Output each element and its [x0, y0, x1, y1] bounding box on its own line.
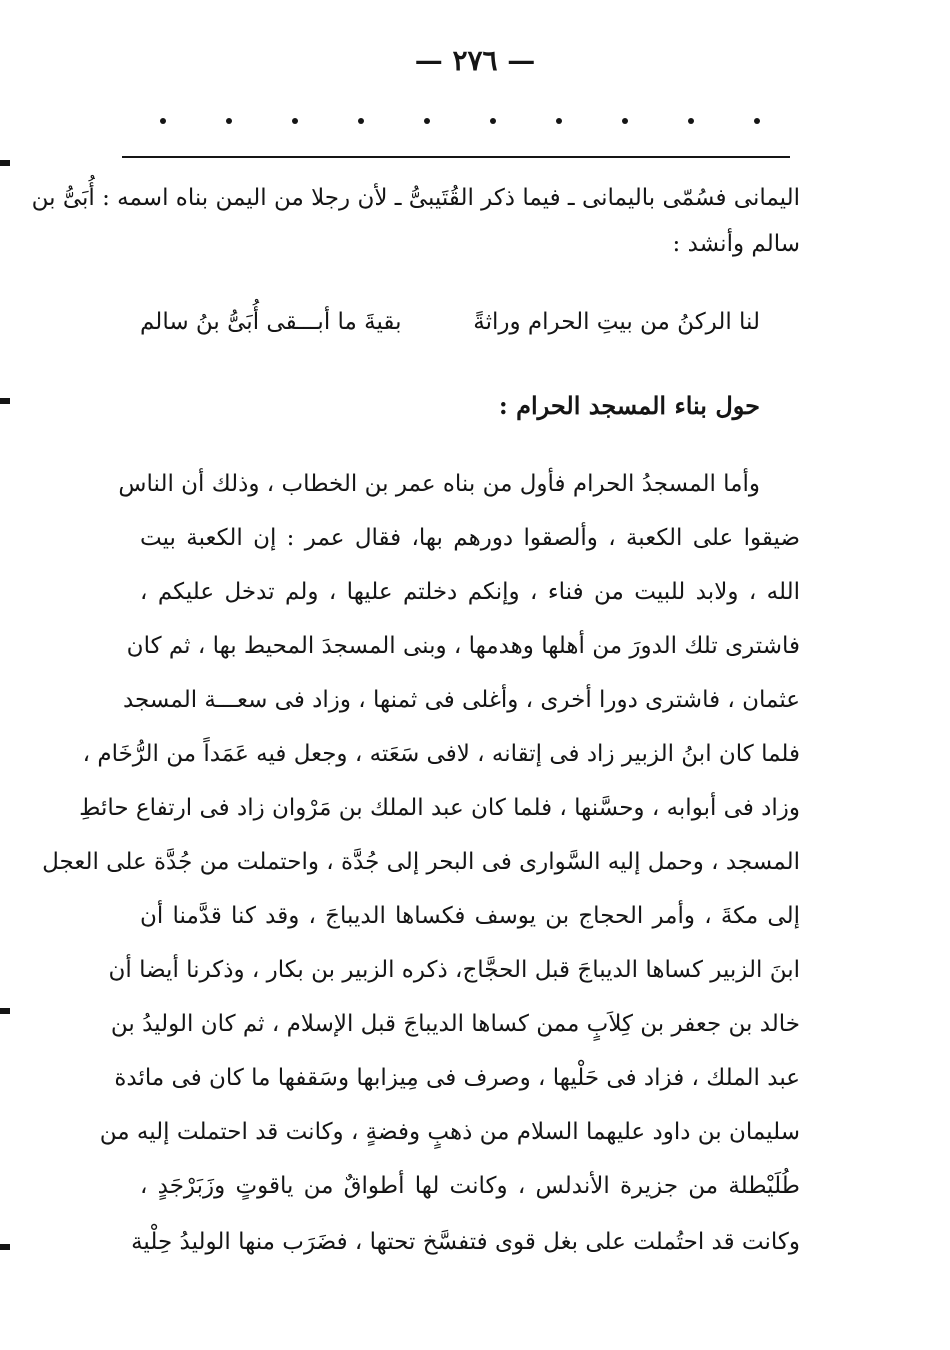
margin-mark	[0, 1244, 10, 1250]
dot	[556, 118, 562, 124]
body-line: فاشترى تلك الدورَ من أهلها وهدمها ، وبنى المسجدَ المحيط بها ، ثم كان	[126, 633, 800, 659]
body-line: فلما كان ابنُ الزبير زاد فى إتقانه ، لافى سَعَته ، وجعل فيه عَمَداً من الرُّخَام ،	[82, 741, 800, 767]
margin-mark	[0, 398, 10, 404]
dot	[688, 118, 694, 124]
body-line: وأما المسجدُ الحرام فأول من بناه عمر بن الخطاب ، وذلك أن الناس	[118, 471, 760, 497]
body-line: وكانت قد احتُملت على بغل قوى فتفسَّخ تحتها ، فضَرَب منها الوليدُ حِلْية	[131, 1229, 800, 1255]
dot	[424, 118, 430, 124]
body-line: المسجد ، وحمل إليه السَّوارى فى البحر إلى جُدَّة ، واحتملت من جُدَّة على العجل	[42, 849, 800, 875]
intro-line: سالم وأنشد :	[672, 231, 800, 257]
ornamental-dots	[160, 118, 760, 124]
dot	[490, 118, 496, 124]
margin-mark	[0, 160, 10, 166]
dot	[358, 118, 364, 124]
body-line: خالد بن جعفر بن كِلاَبٍ ممن كساها الديباجَ قبل الإسلام ، ثم كان الوليدُ بن	[110, 1011, 800, 1037]
body-line: عثمان ، فاشترى دورا أخرى ، وأغلى فى ثمنها ، وزاد فى سعـــة المسجد	[122, 687, 800, 713]
dot	[754, 118, 760, 124]
margin-mark	[0, 1008, 10, 1014]
dot	[622, 118, 628, 124]
body-line: إلى مكةَ ، وأمر الحجاج بن يوسف فكساها الديباجَ ، وقد كنا قدَّمنا أن	[140, 903, 800, 929]
body-line: ضيقوا على الكعبة ، وألصقوا دورهم بها، فقال عمر : إن الكعبة بيت	[140, 525, 800, 551]
verse-second-hemistich: بقيةَ ما أبـــقى أُبَىُّ بنُ سالم	[140, 309, 402, 335]
body-line: سليمان بن داود عليهما السلام من ذهبٍ وفضةٍ ، وكانت قد احتملت إليه من	[99, 1119, 800, 1145]
dot	[226, 118, 232, 124]
body-line: عبد الملك ، فزاد فى حَلْيها ، وصرف فى مِيزابها وسَقفها ما كان فى مائدة	[114, 1065, 800, 1091]
body-line: الله ، ولابد للبيت من فناء ، وإنكم دخلتم عليها ، ولم تدخل عليكم ،	[140, 579, 800, 605]
body-line: وزاد فى أبوابه ، وحسَّنها ، فلما كان عبد الملك بن مَرْوان زاد فى ارتفاع حائطِ	[79, 795, 800, 821]
body-line: طُلَيْطلة من جزيرة الأندلس ، وكانت لها أطواقٌ من ياقوتٍ وزَبَرْجَدٍ ،	[140, 1173, 800, 1199]
dot	[160, 118, 166, 124]
intro-line: اليمانى فسُمّى باليمانى ـ فيما ذكر القُتَيبىُّ ـ لأن رجلا من اليمن بناه اسمه : أُبَىُّ بن	[31, 185, 800, 211]
verse-first-hemistich: لنا الركنُ من بيتِ الحرام وراثةً	[473, 309, 760, 335]
section-heading: حول بناء المسجد الحرام :	[498, 391, 760, 420]
header-rule	[122, 156, 790, 158]
body-line: ابنَ الزبير كساها الديباجَ قبل الحجَّاج، ذكره الزبير بن بكار ، وذكرنا أيضا أن	[108, 957, 800, 983]
dot	[292, 118, 298, 124]
page-number: — ٢٧٦ —	[414, 44, 536, 77]
poetry-verse	[140, 302, 760, 342]
